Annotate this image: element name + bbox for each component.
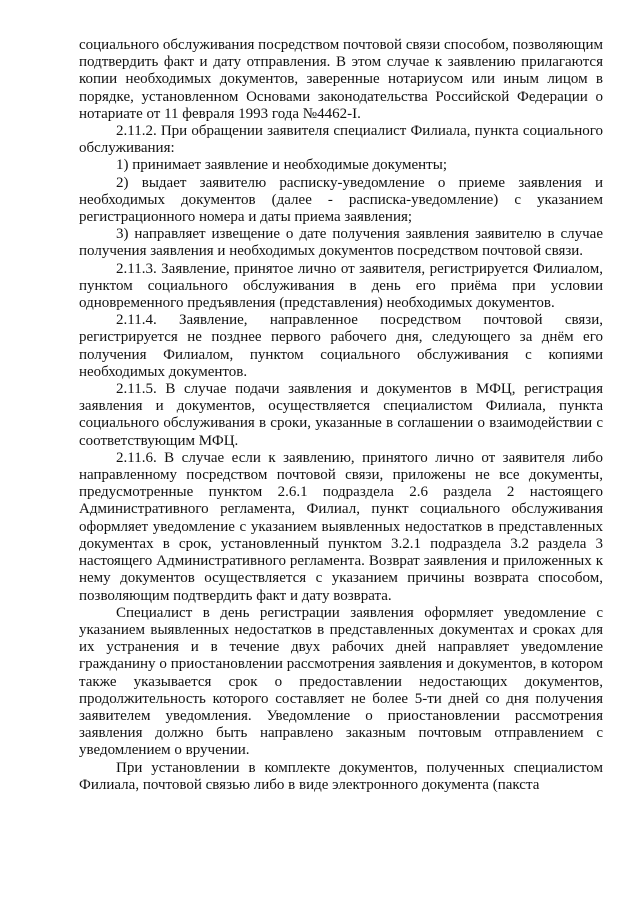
paragraph-2-11-4: 2.11.4. Заявление, направленное посредством почтовой связи, регистрируется не позднее первого рабочего дня, следующего за днём его получения Филиалом, пунктом социального обслуживания с копиями необходимых документов. — [79, 312, 603, 380]
paragraph-incomplete-set: При установлении в комплекте документов, полученных специалистом Филиала, почтовой связью либо в виде электронного документа (пакста — [79, 759, 603, 793]
document-page — [79, 37, 603, 794]
paragraph-2-11-5: 2.11.5. В случае подачи заявления и документов в МФЦ, регистрация заявления и документов, осуществляется специалистом Филиала, пункта социального обслуживания в сроки, указанные в соглашении о взаимодействии с соответствующим МФЦ. — [79, 381, 603, 449]
list-item-1: 1) принимает заявление и необходимые документы; — [116, 157, 447, 174]
paragraph-2-11-2: 2.11.2. При обращении заявителя специалист Филиала, пункта социального обслуживания: — [79, 123, 603, 157]
list-item-2: 2) выдает заявителю расписку-уведомление о приеме заявления и необходимых документов (далее - расписка-уведомление) с указанием регистрационного номера и даты приема заявления; — [79, 174, 603, 226]
paragraph-2-11-3: 2.11.3. Заявление, принятое лично от заявителя, регистрируется Филиалом, пунктом социального обслуживания в день его приёма при условии одновременного предъявления (представления) необходимых документов. — [79, 260, 603, 312]
paragraph-specialist-notice: Специалист в день регистрации заявления оформляет уведомление с указанием выявленных недостатков в представленных документах и сроках для их устранения и в течение двух рабочих дней направляет уведомление гражданину о приостановлении рассмотрения заявления и документов, в котором также указывается срок о предоставлении недостающих документов, продолжительность которого составляет не более 5-ти дней со дня получения заявителем уведомления. Уведомление о приостановлении рассмотрения заявления должно быть направлено заказным почтовым отправлением с уведомлением о вручении. — [79, 604, 603, 759]
paragraph-2-11-6: 2.11.6. В случае если к заявлению, принятого лично от заявителя либо направленному посредством почтовой связи, приложены не все документы, предусмотренные пунктом 2.6.1 подраздела 2.6 раздела 2 настоящего Административного регламента, Филиал, пункт социального обслуживания оформляет уведомление с указанием выявленных недостатков в представленных документах в срок, установленный пунктом 3.2.1 подраздела 3.2 раздела 3 настоящего Административного регламента. Возврат заявления и приложенных к нему документов осуществляется с указанием причины возврата способом, позволяющим подтвердить факт и дату возврата. — [79, 449, 603, 604]
paragraph-1: социального обслуживания посредством почтовой связи способом, позволяющим подтвердить факт и дату отправления. В этом случае к заявлению прилагаются копии необходимых документов, заверенные нотариусом или иным лицом в порядке, установленном Основами законодательства Российской Федерации о нотариате от 11 февраля 1993 года №4462-I. — [79, 37, 603, 122]
list-item-3: 3) направляет извещение о дате получения заявления заявителю в случае получения заявления и необходимых документов посредством почтовой связи. — [79, 226, 603, 260]
